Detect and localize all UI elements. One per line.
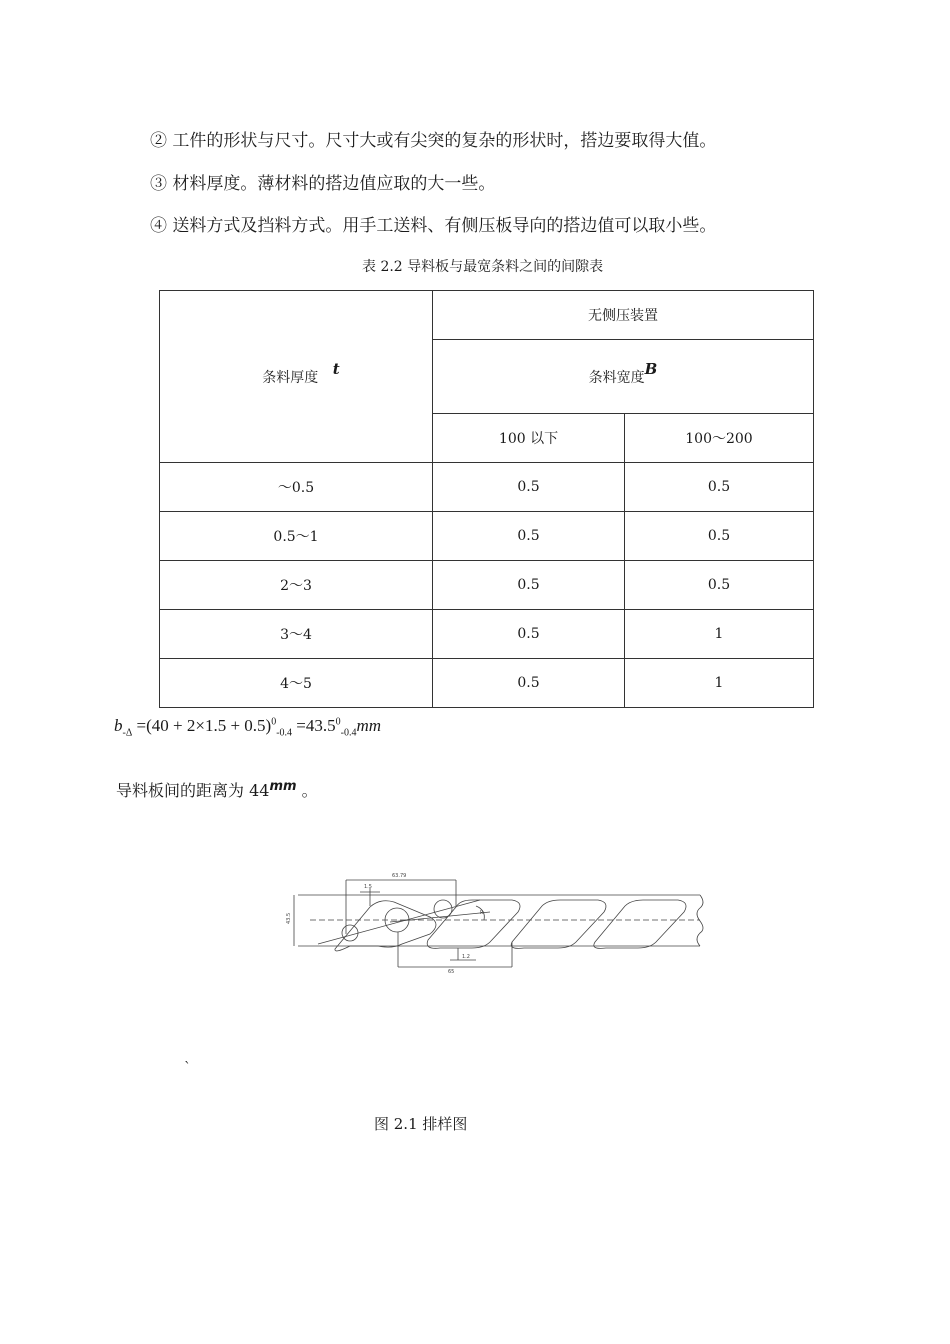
- dim-angle: R: [480, 910, 484, 916]
- clearance-table: [159, 290, 814, 708]
- table-row: 2～3 0.5 0.5: [160, 561, 814, 610]
- paragraph-feeding: ④ 送料方式及挡料方式。用手工送料、有侧压板导向的搭边值可以取小些。: [150, 216, 717, 236]
- strip-layout-drawing: [280, 862, 720, 974]
- table-row: 0.5～1 0.5 0.5: [160, 512, 814, 561]
- table-caption: 表 2.2 导料板与最宽条料之间的间隙表: [362, 259, 604, 275]
- stray-mark: `: [184, 1060, 191, 1076]
- header-no-side-press: 无侧压装置: [433, 291, 814, 340]
- table-row: 3～4 0.5 1: [160, 610, 814, 659]
- dim-top: 63.79: [392, 873, 407, 879]
- dim-bottom-small: 1.2: [462, 954, 470, 960]
- dim-left: 43.5: [286, 912, 292, 924]
- guide-distance-text: 导料板间的距离为 $44^{mm}$ 。: [116, 779, 318, 800]
- table-row: ～0.5 0.5 0.5: [160, 463, 814, 512]
- header-width: 条料宽度B: [433, 340, 814, 414]
- width-formula: $b_{-\Delta} =(40 + 2\times 1.5 + 0.5)^0_{-0.4} =43.5^0_{-0.4}mm$: [114, 716, 382, 739]
- header-thickness: 条料厚度 t: [160, 291, 433, 463]
- thickness-symbol: t: [332, 359, 340, 378]
- figure-caption: 图 2.1 排样图: [374, 1115, 468, 1133]
- paragraph-thickness: ③ 材料厚度。薄材料的搭边值应取的大一些。: [150, 174, 496, 194]
- dim-bottom: 65: [448, 969, 455, 974]
- table-row: 4～5 0.5 1: [160, 659, 814, 708]
- header-col-100-200: 100～200: [625, 414, 814, 463]
- header-col-under-100: 100 以下: [433, 414, 625, 463]
- width-symbol: B: [644, 359, 658, 378]
- paragraph-shape-size: ② 工件的形状与尺寸。尺寸大或有尖突的复杂的形状时，搭边要取得大值。: [150, 131, 717, 151]
- dim-small-top: 1.5: [364, 884, 372, 890]
